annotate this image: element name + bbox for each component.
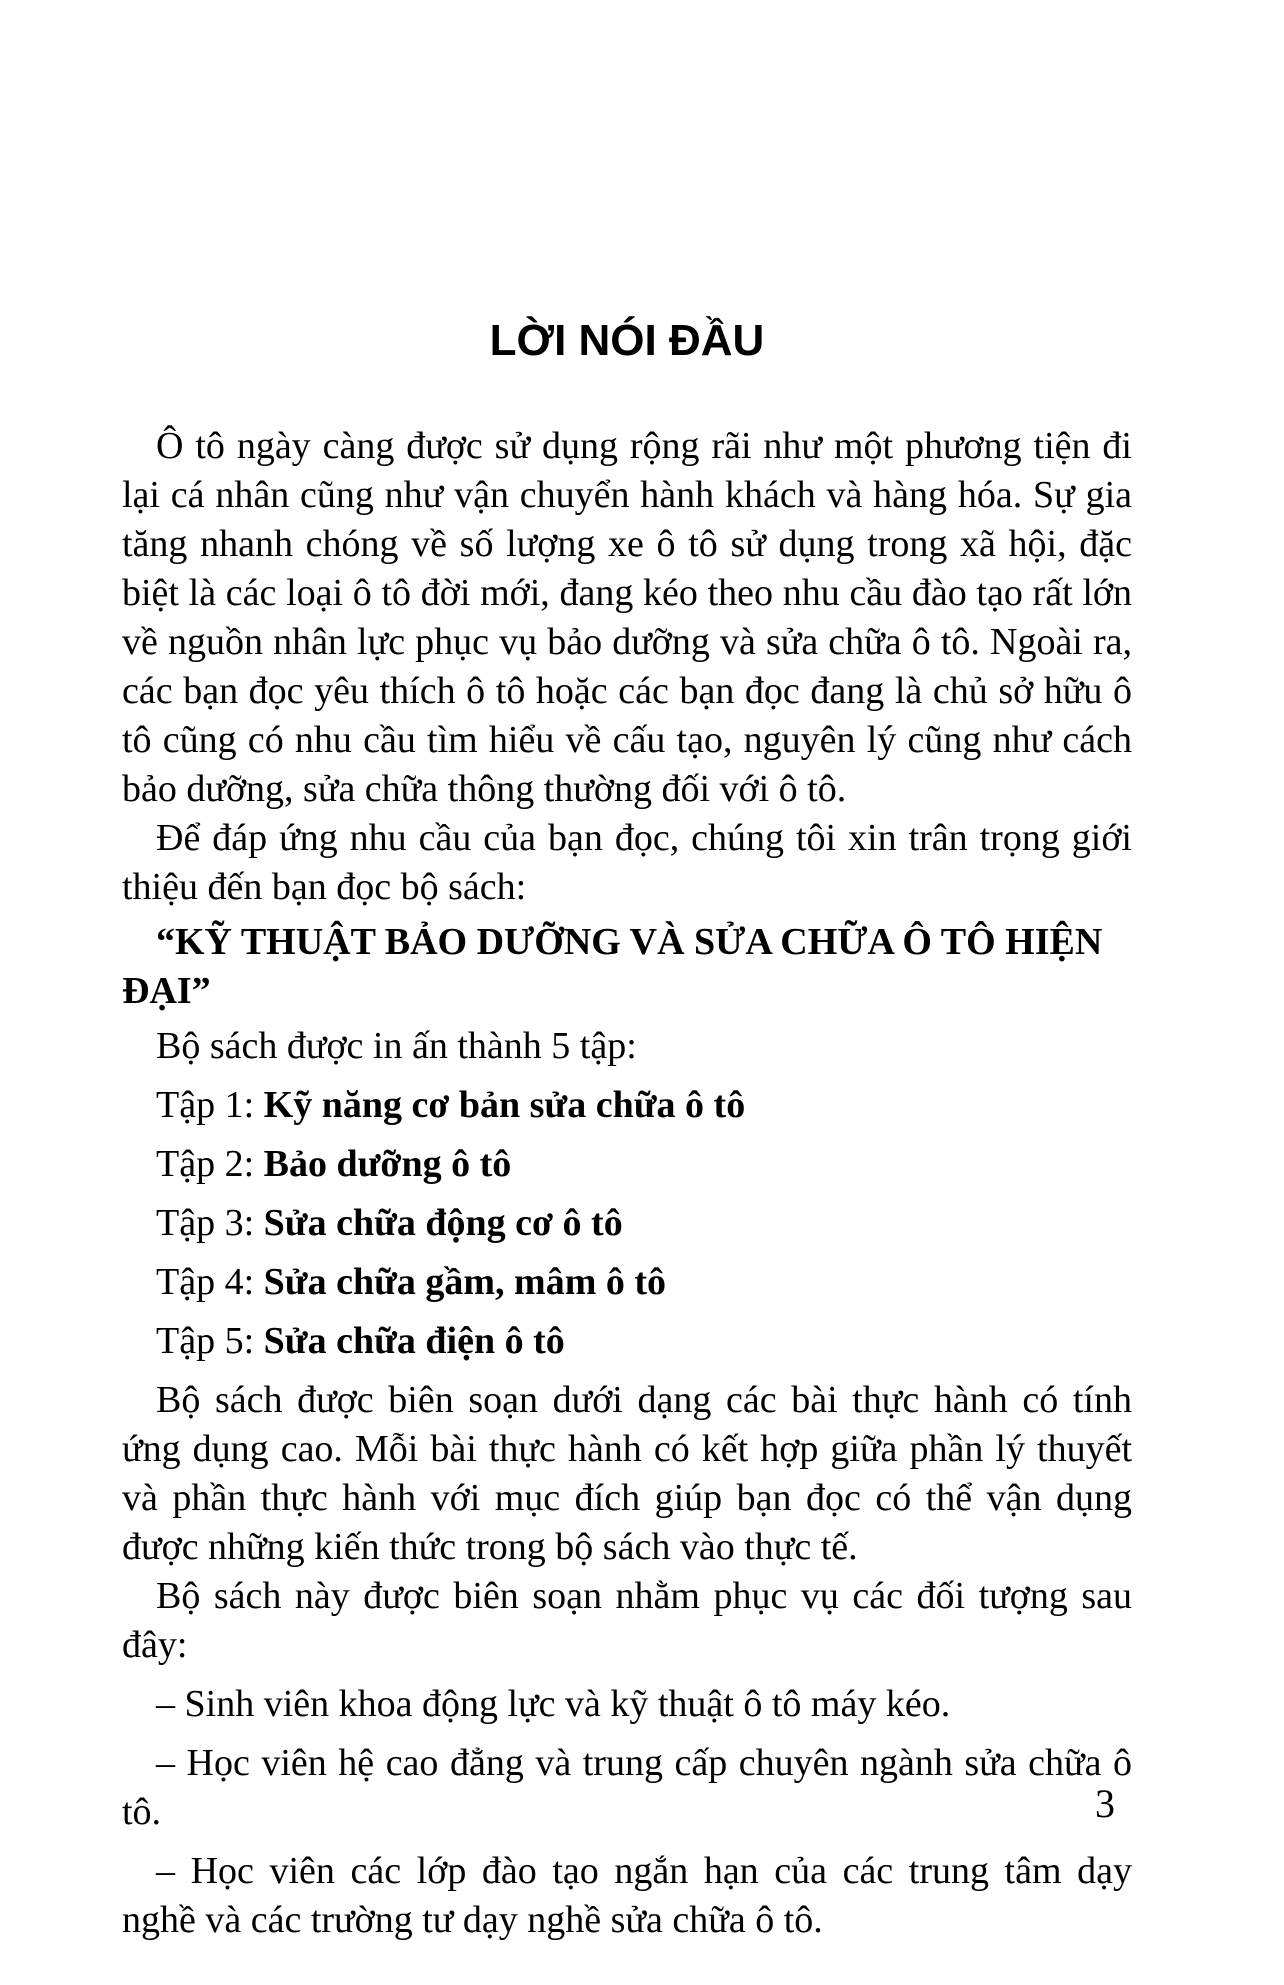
- description-paragraph: Bộ sách được biên soạn dưới dạng các bài thực hành có tính ứng dụng cao. Mỗi bài thực hành có kết hợp giữa phần lý thuyết và phần thực hành với mục đích giúp bạn đọc có thể vận dụng được những kiến thức trong bộ sách vào thực tế.: [122, 1379, 1132, 1568]
- audience-item-1: – Sinh viên khoa động lực và kỹ thuật ô tô máy kéo.: [156, 1683, 951, 1725]
- invitation-paragraph: Để đáp ứng nhu cầu của bạn đọc, chúng tôi xin trân trọng giới thiệu đến bạn đọc bộ sách:: [122, 817, 1132, 908]
- volume-list: [122, 1081, 1132, 1366]
- page-content: [122, 318, 1132, 1945]
- volume-item-3: [122, 1199, 1132, 1248]
- intro-paragraph: Ô tô ngày càng được sử dụng rộng rãi như một phương tiện đi lại cá nhân cũng như vận chuyển hành khách và hàng hóa. Sự gia tăng nhanh chóng về số lượng xe ô tô sử dụng trong xã hội, đặc biệt là các loại ô tô đời mới, đang kéo theo nhu cầu đào tạo rất lớn về nguồn nhân lực phục vụ bảo dưỡng và sửa chữa ô tô. Ngoài ra, các bạn đọc yêu thích ô tô hoặc các bạn đọc đang là chủ sở hữu ô tô cũng có nhu cầu tìm hiểu về cấu tạo, nguyên lý cũng như cách bảo dưỡng, sửa chữa thông thường đối với ô tô.: [122, 425, 1132, 810]
- audience-intro-paragraph: Bộ sách này được biên soạn nhằm phục vụ các đối tượng sau đây:: [122, 1575, 1132, 1666]
- audience-item-2: – Học viên hệ cao đẳng và trung cấp chuyên ngành sửa chữa ô tô.: [122, 1742, 1132, 1833]
- page-number: 3: [1095, 1781, 1115, 1826]
- series-intro: Bộ sách được in ấn thành 5 tập:: [156, 1025, 637, 1067]
- volume-title: Bảo dưỡng ô tô: [263, 1143, 512, 1185]
- volume-title: Kỹ năng cơ bản sửa chữa ô tô: [263, 1084, 746, 1126]
- audience-list: [122, 1680, 1132, 1945]
- page-title: LỜI NÓI ĐẦU: [489, 316, 765, 365]
- series-title: “KỸ THUẬT BẢO DƯỠNG VÀ SỬA CHỮA Ô TÔ HIỆN ĐẠI”: [122, 921, 1103, 1012]
- volume-label: Tập 2:: [156, 1143, 264, 1185]
- volume-label: Tập 1:: [156, 1084, 264, 1126]
- volume-label: Tập 3:: [156, 1202, 264, 1244]
- volume-title: Sửa chữa động cơ ô tô: [263, 1202, 623, 1244]
- volume-label: Tập 5:: [156, 1320, 264, 1362]
- volume-item-4: [122, 1258, 1132, 1307]
- audience-item-3: – Học viên các lớp đào tạo ngắn hạn của các trung tâm dạy nghề và các trường tư dạy nghề sửa chữa ô tô.: [122, 1850, 1132, 1941]
- volume-item-1: [122, 1081, 1132, 1130]
- volume-title: Sửa chữa gầm, mâm ô tô: [263, 1261, 666, 1303]
- volume-label: Tập 4:: [156, 1261, 264, 1303]
- volume-item-2: [122, 1140, 1132, 1189]
- volume-item-5: [122, 1317, 1132, 1366]
- volume-title: Sửa chữa điện ô tô: [263, 1320, 565, 1362]
